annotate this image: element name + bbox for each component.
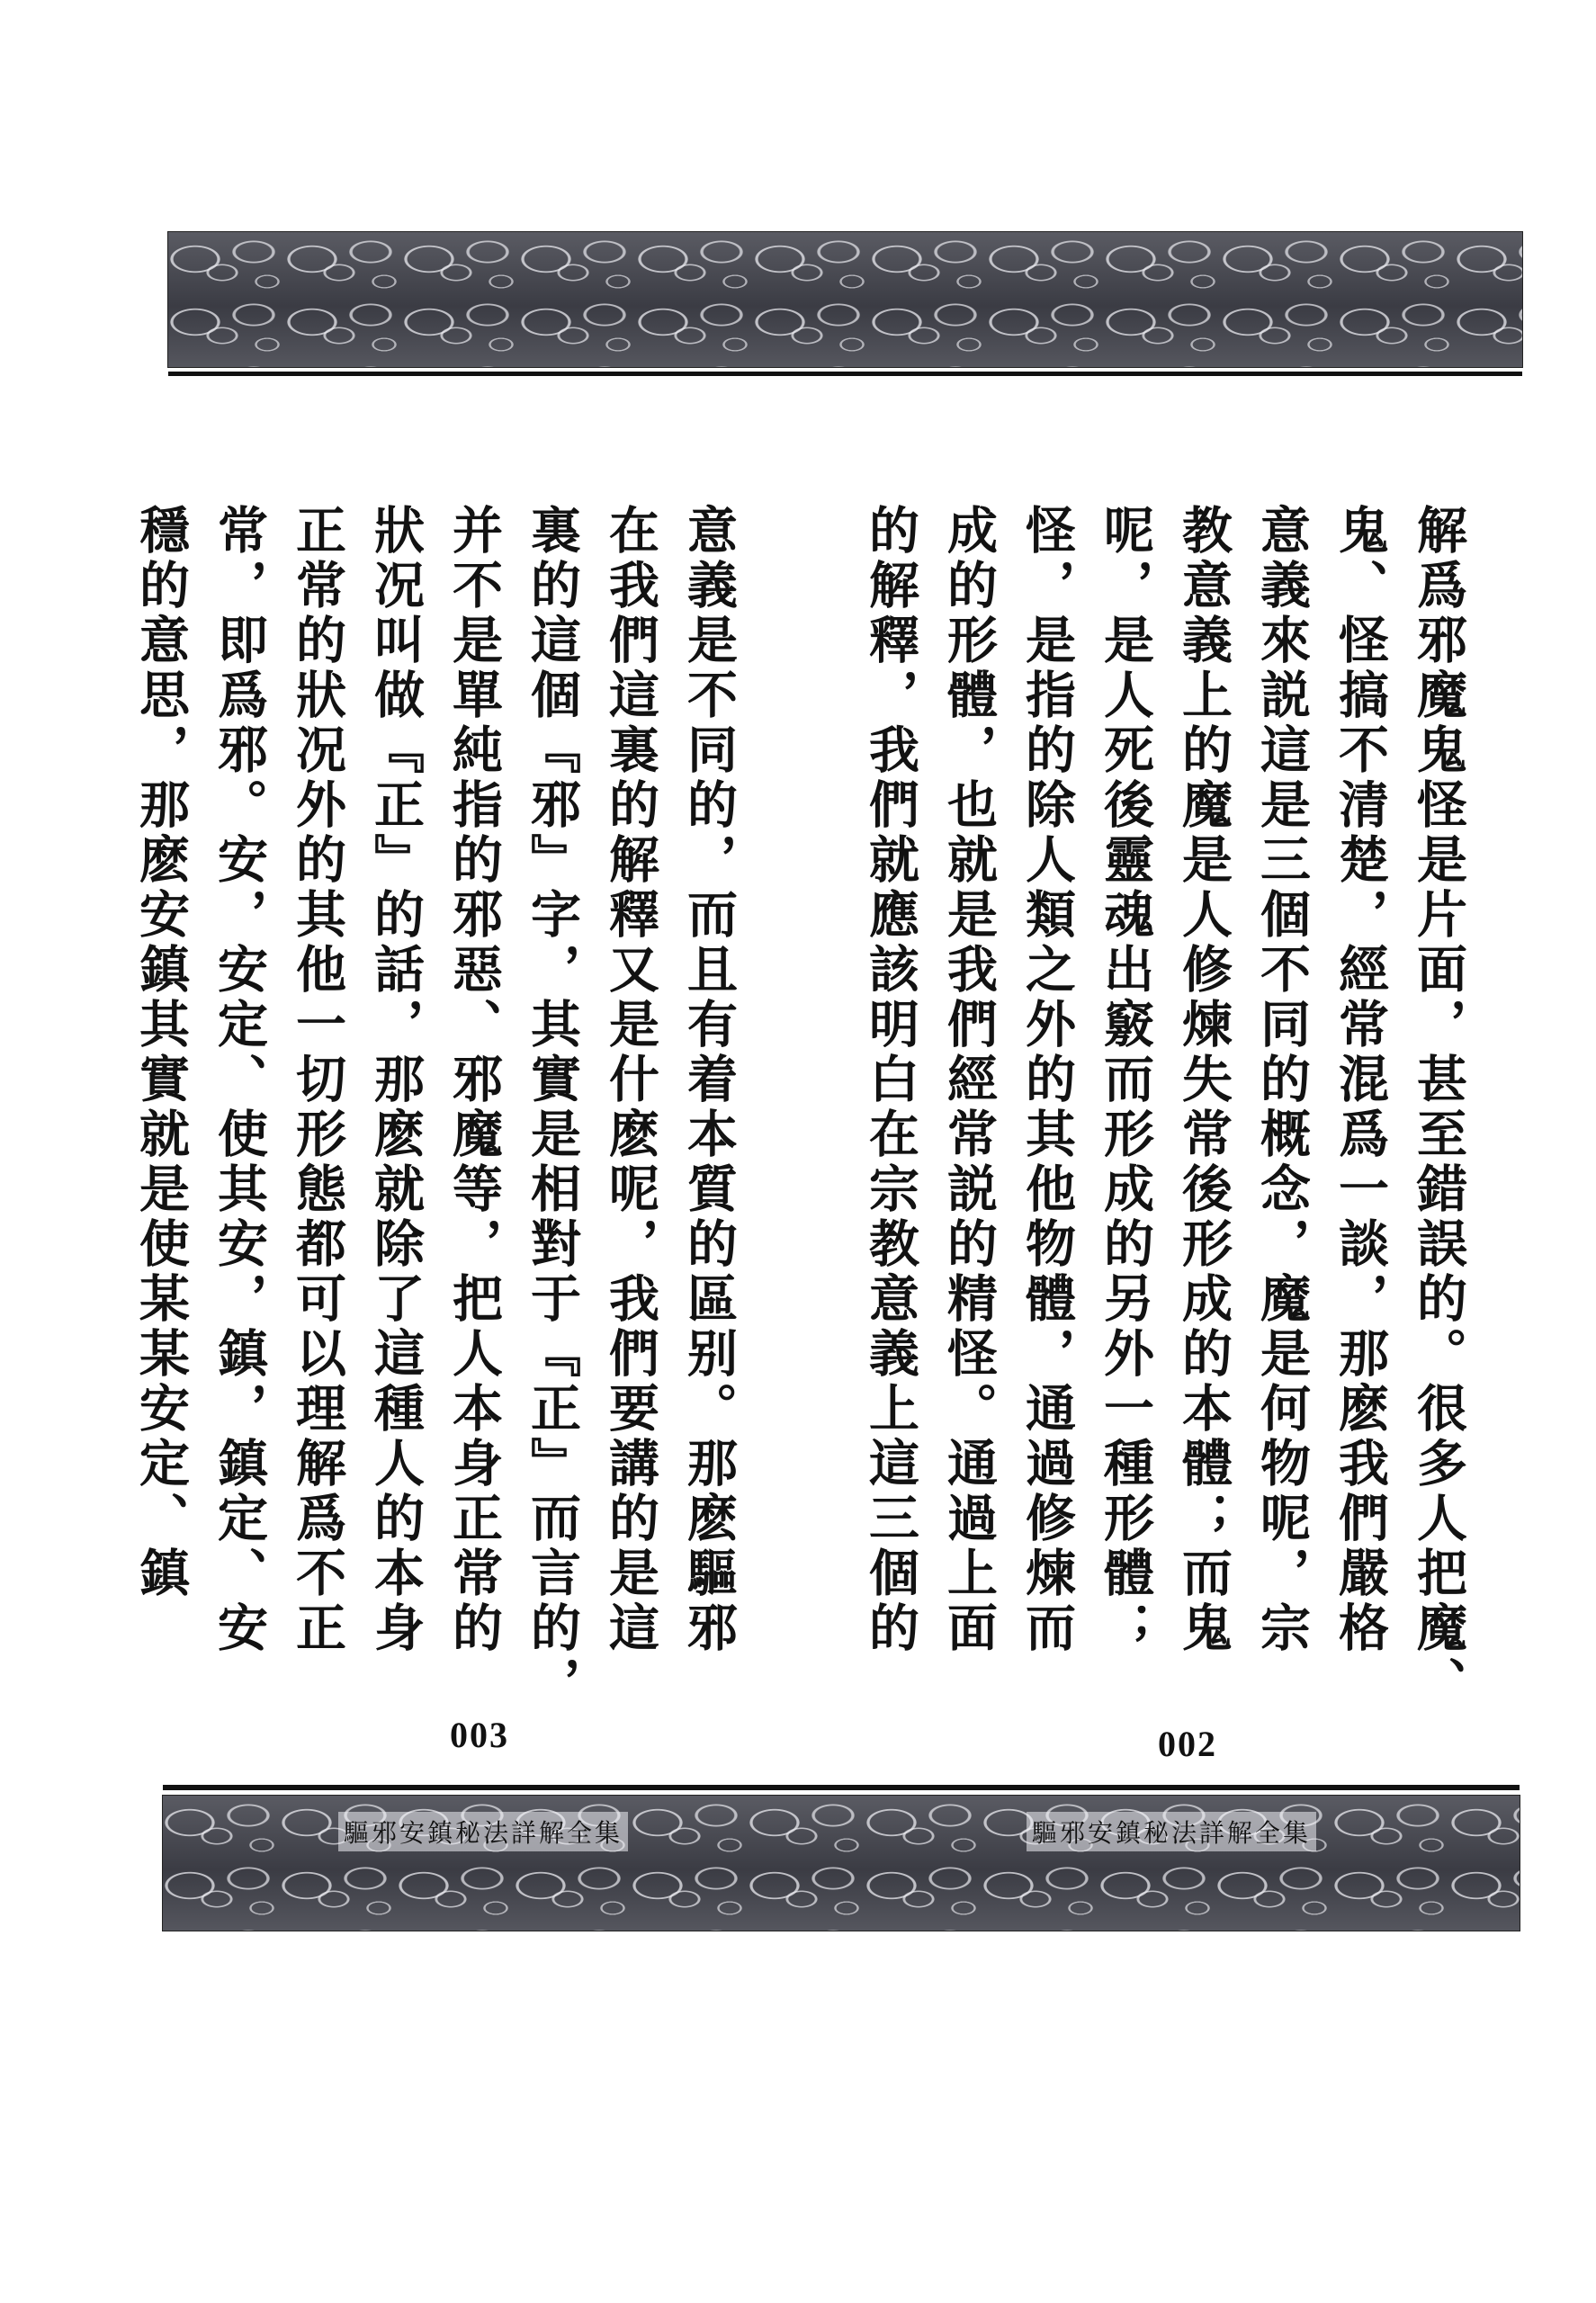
right-page-text: [851, 504, 1477, 1711]
text-column: 解爲邪魔鬼怪是片面，甚至錯誤的。很多人把魔、: [1409, 504, 1467, 1711]
text-column: 在我們這裏的解釋又是什麽呢，我們要講的是這: [601, 504, 659, 1656]
text-column: 鬼、怪搞不清楚，經常混爲一談，那麽我們嚴格: [1331, 504, 1389, 1656]
text-column: 穩的意思，那麽安鎮其實就是使某某安定、鎮: [131, 504, 190, 1601]
text-column: 常，即爲邪。安，安定、使其安，鎮，鎮定、安: [210, 504, 268, 1656]
text-column: 教意義上的魔是人修煉失常後形成的本體；而鬼: [1174, 504, 1233, 1656]
text-column: 成的形體，也就是我們經常説的精怪。通過上面: [939, 504, 998, 1656]
footer-cloud-band: [162, 1795, 1520, 1931]
text-column: 裏的這個『邪』字，其實是相對于『正』而言的，: [523, 504, 581, 1711]
footer-book-title-right: 驅邪安鎮秘法詳解全集: [1027, 1812, 1316, 1851]
header-cloud-band: [167, 231, 1523, 368]
page-number-right: 002: [1158, 1724, 1217, 1764]
footer-rule: [163, 1785, 1520, 1790]
text-column: 意義來説這是三個不同的概念，魔是何物呢，宗: [1252, 504, 1311, 1656]
header-rule: [168, 372, 1522, 376]
text-column: 的解釋，我們就應該明白在宗教意義上這三個的: [861, 504, 919, 1656]
page-number-left: 003: [450, 1715, 509, 1755]
text-column: 并不是單純指的邪惡、邪魔等，把人本身正常的: [444, 504, 503, 1656]
text-column: 意義是不同的，而且有着本質的區别。那麽驅邪: [679, 504, 738, 1656]
text-column: 怪，是指的除人類之外的其他物體，通過修煉而: [1018, 504, 1076, 1656]
left-page-text: [121, 504, 748, 1711]
text-column: 狀况叫做『正』的話，那麽就除了這種人的本身: [366, 504, 425, 1656]
footer-book-title-left: 驅邪安鎮秘法詳解全集: [338, 1812, 628, 1851]
text-column: 呢，是人死後靈魂出竅而形成的另外一種形體；: [1096, 504, 1154, 1656]
text-column: 正常的狀况外的其他一切形態都可以理解爲不正: [288, 504, 346, 1656]
